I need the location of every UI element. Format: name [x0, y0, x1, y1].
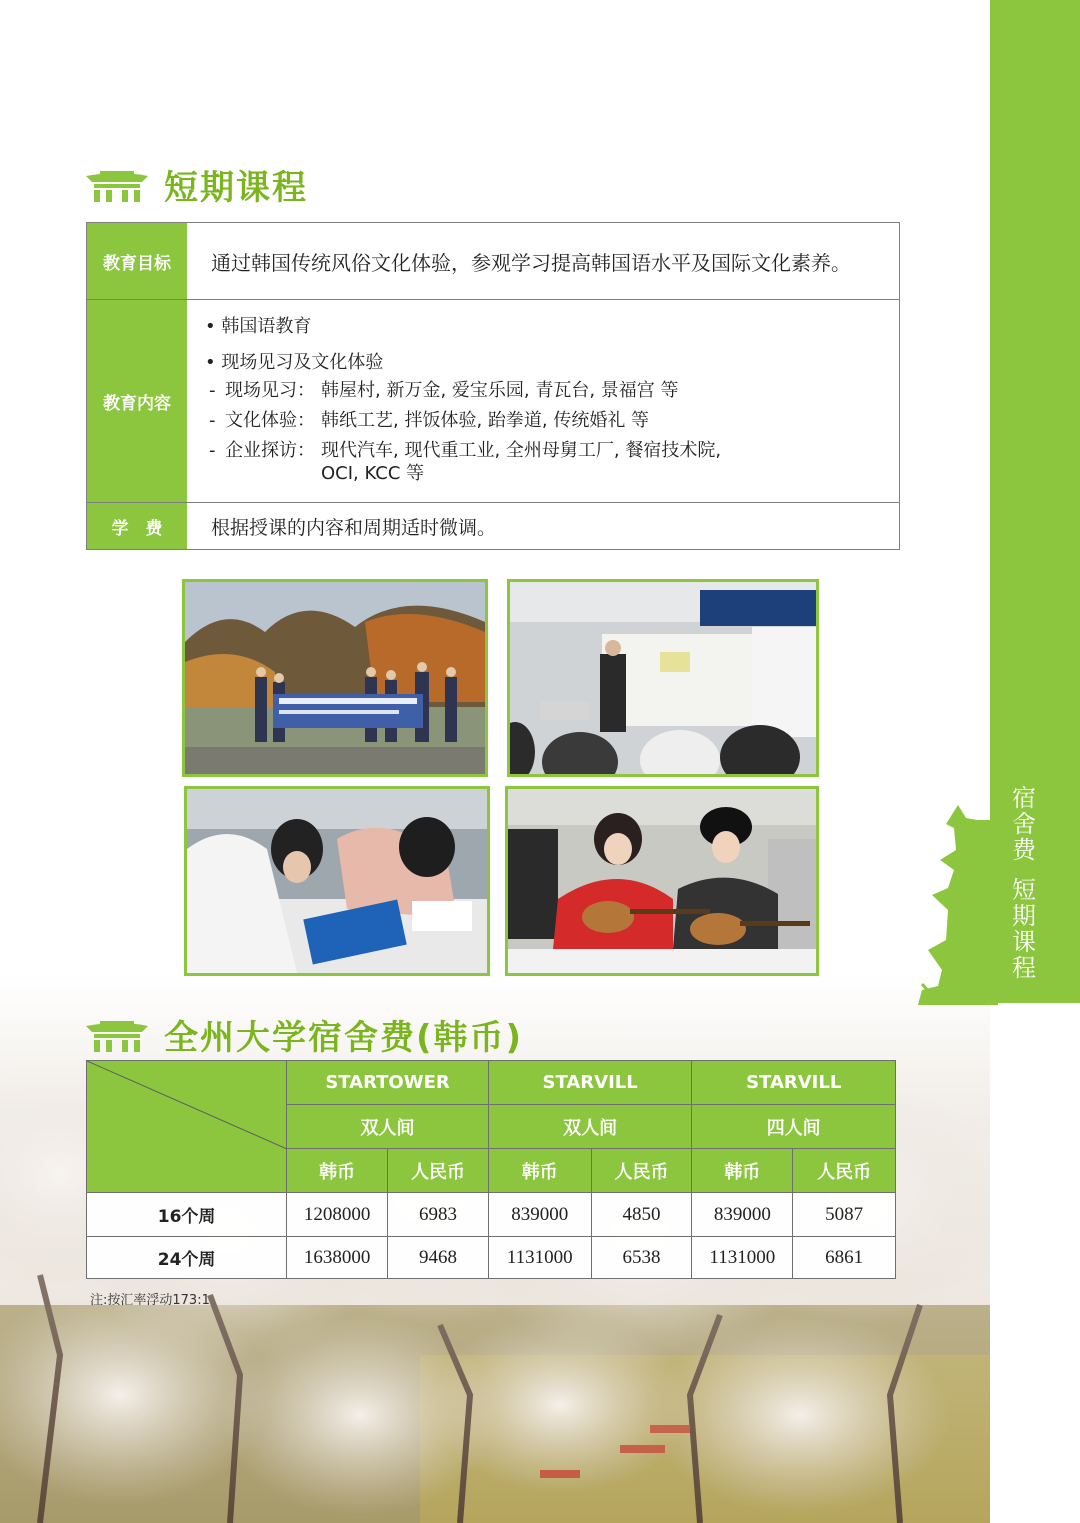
classroom-lecture-photo [507, 579, 819, 777]
table-cell: 1208000 [287, 1193, 388, 1237]
dash: - [209, 440, 216, 461]
dormitory-fee-table [86, 1060, 896, 1279]
side-char: 短 [1012, 876, 1036, 904]
fee-label: 学 费 [87, 503, 187, 549]
item-label: 企业探访： [225, 440, 315, 461]
table-cell: 6861 [793, 1237, 896, 1279]
currency-header: 韩币 [692, 1149, 793, 1193]
table-cell: 6983 [388, 1193, 489, 1237]
bullet-korean: • 韩国语教育 [205, 314, 899, 340]
corner-cell [87, 1061, 287, 1193]
roof-icon [86, 168, 148, 202]
building-header: STARVILL [488, 1061, 692, 1105]
side-char: 期 [1012, 902, 1036, 930]
item-company-visit-continued: OCI, KCC 等 [321, 463, 425, 484]
bullet-field-trip: • 现场见习及文化体验 [205, 350, 899, 376]
side-tab-label [1008, 785, 1040, 981]
table-cell: 1638000 [287, 1237, 388, 1279]
table-cell: 1131000 [692, 1237, 793, 1279]
row-label: 24个周 [87, 1237, 287, 1279]
content-label: 教育内容 [87, 300, 187, 502]
table-cell: 5087 [793, 1193, 896, 1237]
dash: - [209, 380, 216, 401]
fee-text: 根据授课的内容和周期适时微调。 [211, 516, 497, 539]
students-studying-photo [184, 786, 490, 976]
section-heading-dormitory [86, 1010, 523, 1059]
content-body [187, 300, 899, 502]
section-title: 短期课程 [164, 168, 308, 208]
ukulele-class-photo [505, 786, 819, 976]
palace-silhouette-icon [918, 800, 998, 1005]
content-row [87, 300, 899, 503]
section-heading-short-course [86, 160, 308, 209]
currency-header: 韩币 [287, 1149, 388, 1193]
table-cell: 839000 [488, 1193, 591, 1237]
table-row [87, 1193, 896, 1237]
item-text: 韩屋村, 新万金, 爱宝乐园, 青瓦台, 景福宫 等 [321, 380, 679, 401]
item-field-visit [205, 376, 899, 406]
side-char: 费 [1012, 836, 1036, 864]
side-char: 程 [1012, 954, 1036, 982]
side-char: 舍 [1012, 810, 1036, 838]
currency-header: 人民币 [388, 1149, 489, 1193]
roof-icon [86, 1018, 148, 1052]
currency-header: 韩币 [488, 1149, 591, 1193]
row-label: 16个周 [87, 1193, 287, 1237]
room-type-header: 双人间 [287, 1105, 489, 1149]
goal-label: 教育目标 [87, 223, 187, 299]
table-cell: 4850 [591, 1193, 692, 1237]
currency-header: 人民币 [793, 1149, 896, 1193]
side-char: 课 [1012, 928, 1036, 956]
table-cell: 1131000 [488, 1237, 591, 1279]
item-text: 韩纸工艺, 拌饭体验, 跆拳道, 传统婚礼 等 [321, 410, 650, 431]
room-type-header: 双人间 [488, 1105, 692, 1149]
building-header: STARTOWER [287, 1061, 489, 1105]
section-title: 全州大学宿舍费(韩币) [164, 1018, 524, 1058]
item-text: 现代汽车, 现代重工业, 全州母舅工厂, 餐宿技术院, [321, 440, 722, 461]
side-char: 宿 [1012, 784, 1036, 812]
table-cell: 9468 [388, 1237, 489, 1279]
exchange-rate-note: 注:按汇率浮动173:1 [90, 1293, 210, 1308]
room-type-header: 四人间 [692, 1105, 896, 1149]
currency-header: 人民币 [591, 1149, 692, 1193]
item-label: 现场见习： [225, 380, 315, 401]
dash: - [209, 410, 216, 431]
group-photo [182, 579, 488, 777]
item-label: 文化体验： [225, 410, 315, 431]
course-info-table [86, 222, 900, 550]
item-culture [205, 406, 899, 436]
building-header: STARVILL [692, 1061, 896, 1105]
table-cell: 839000 [692, 1193, 793, 1237]
fee-row [87, 503, 899, 549]
goal-text: 通过韩国传统风俗文化体验，参观学习提高韩国语水平及国际文化素养。 [211, 250, 851, 275]
table-cell: 6538 [591, 1237, 692, 1279]
goal-row [87, 223, 899, 300]
table-row [87, 1237, 896, 1279]
corner-diagonal [87, 1061, 287, 1191]
